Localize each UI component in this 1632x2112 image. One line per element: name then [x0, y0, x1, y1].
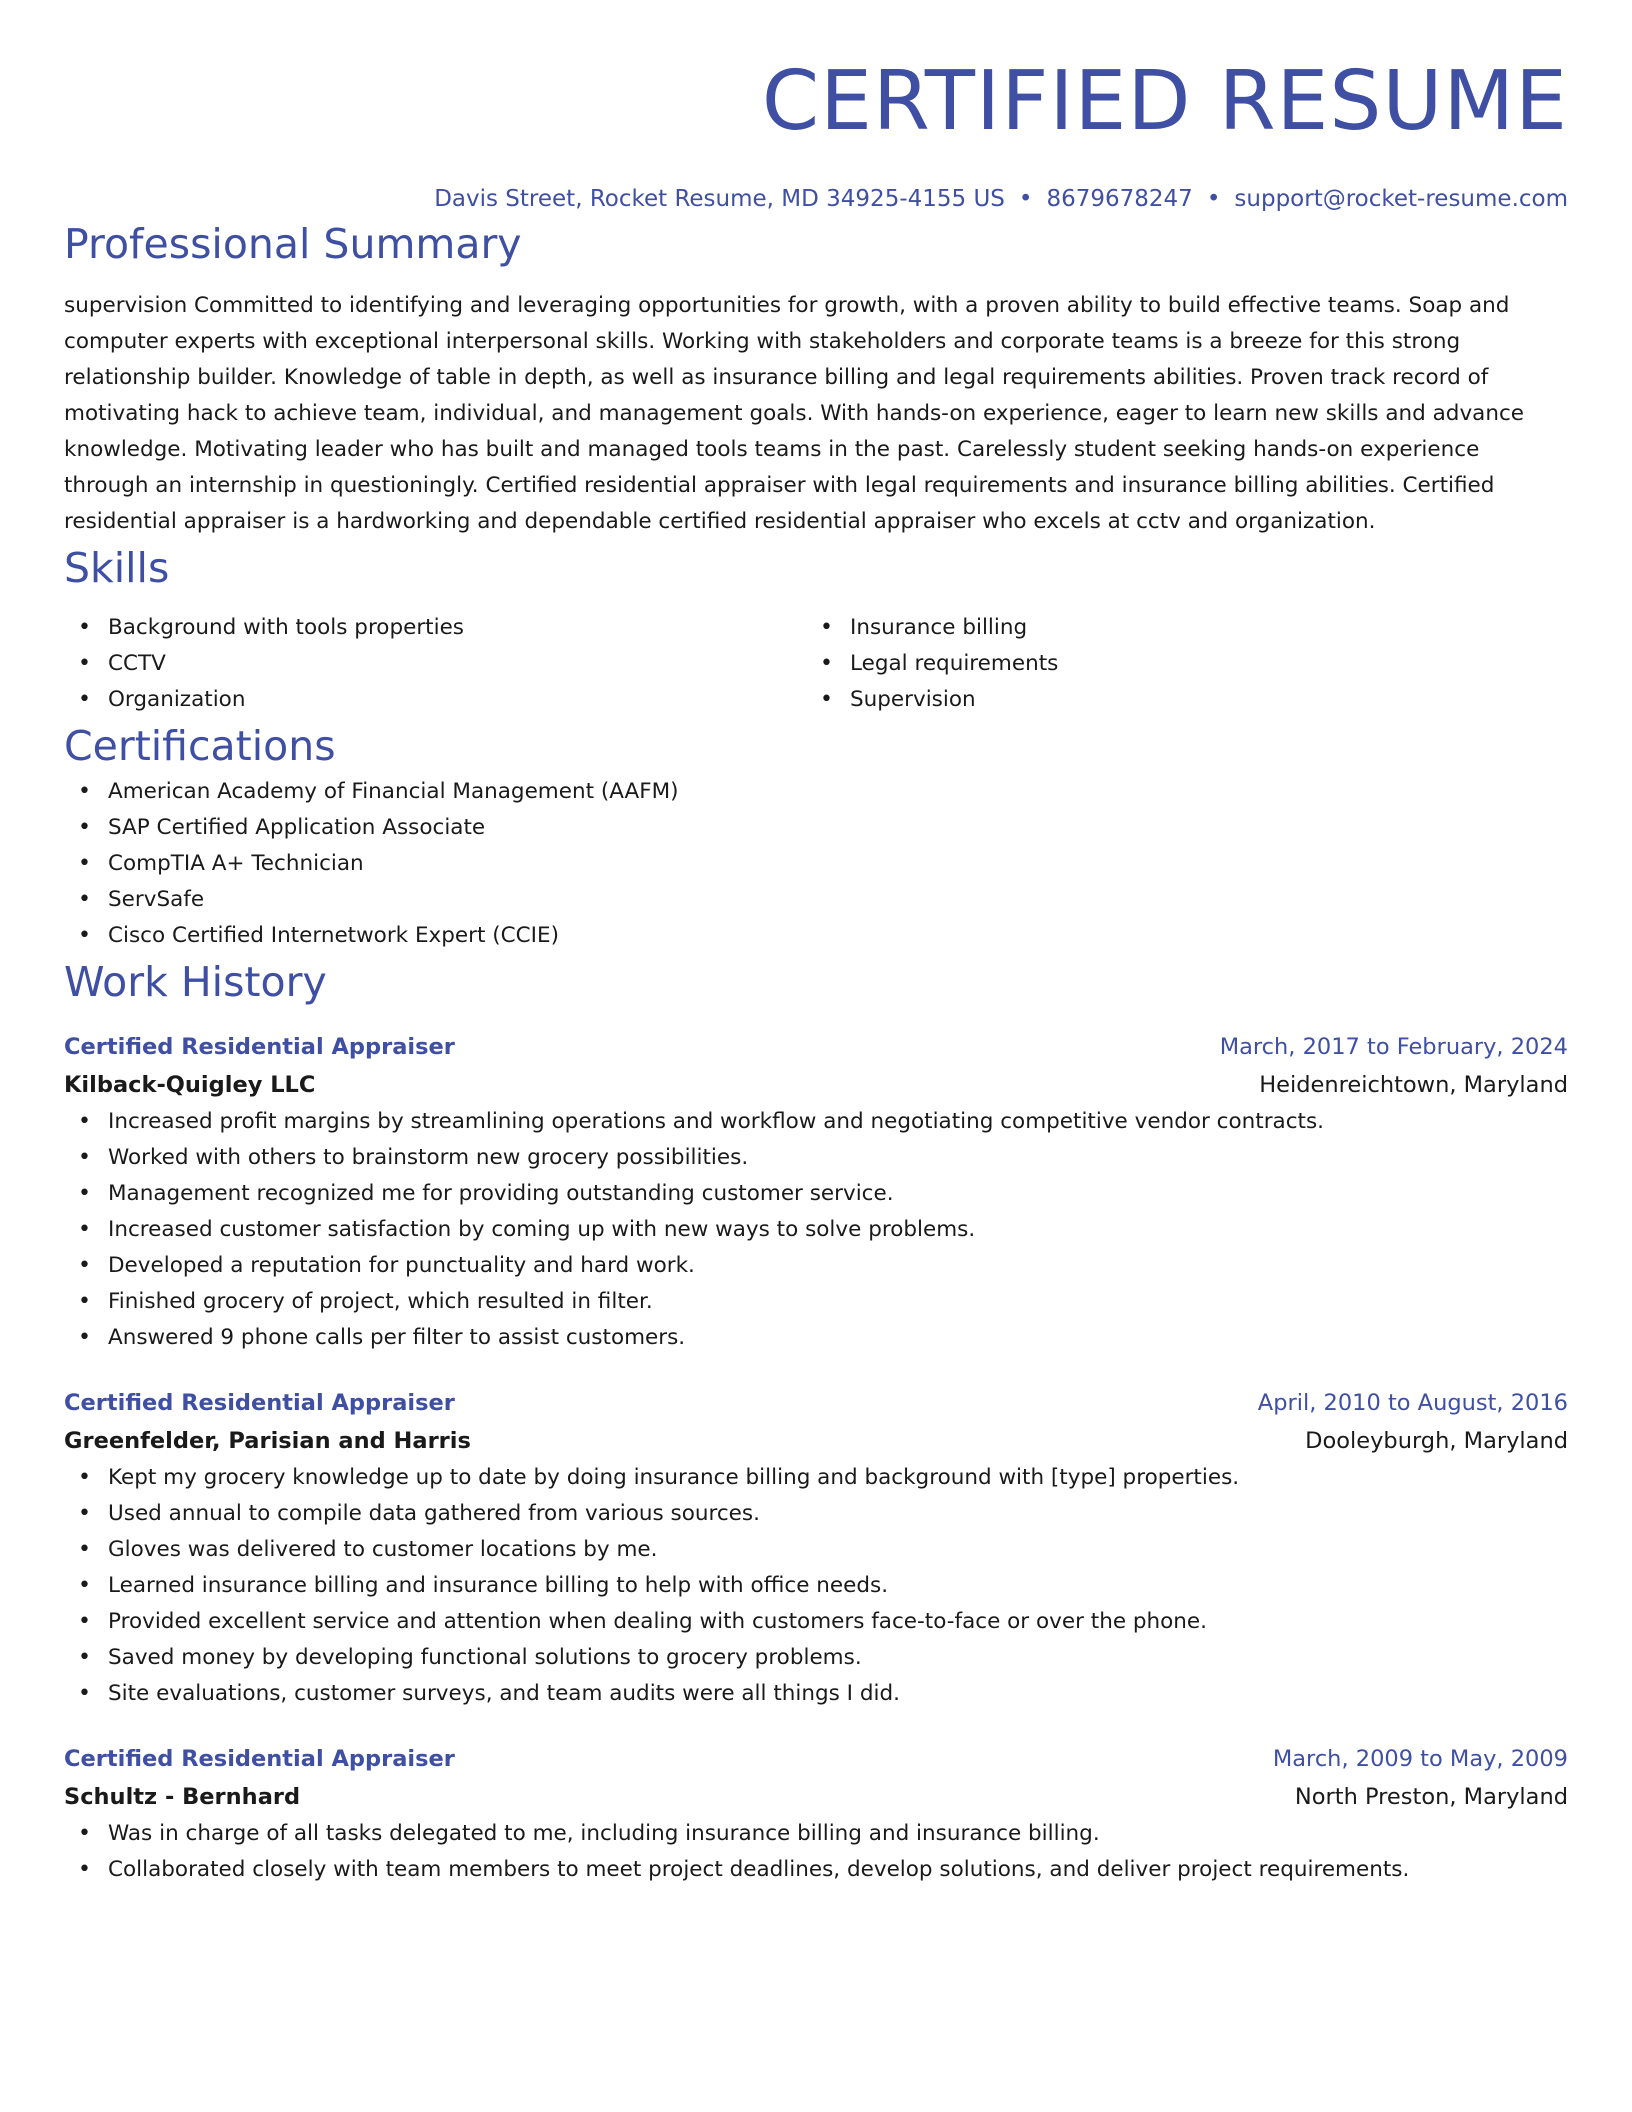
skill-item: • Background with tools properties	[64, 610, 806, 646]
section-title-summary: Professional Summary	[64, 220, 522, 268]
job-location: Dooleyburgh, Maryland	[1305, 1428, 1568, 1454]
job-location: Heidenreichtown, Maryland	[1259, 1072, 1568, 1098]
job-bullet: • Provided excellent service and attention when dealing with customers face-to-face or over the phone.	[64, 1604, 1568, 1640]
contact-address: Davis Street, Rocket Resume, MD 34925-4155 US	[434, 186, 1005, 212]
contact-phone: 8679678247	[1046, 186, 1193, 212]
job-header-row	[64, 1740, 1568, 1778]
job-bullet: • Increased profit margins by streamlining operations and workflow and negotiating competitive vendor contracts.	[64, 1104, 1568, 1140]
job-location: North Preston, Maryland	[1294, 1784, 1568, 1810]
job-entry	[64, 1740, 1568, 1888]
job-bullets	[64, 1104, 1568, 1356]
job-company-row	[64, 1422, 1568, 1460]
job-bullet: • Worked with others to brainstorm new grocery possibilities.	[64, 1140, 1568, 1176]
section-title-work-history: Work History	[64, 958, 327, 1006]
summary-text: supervision Committed to identifying and leveraging opportunities for growth, with a proven ability to build effective teams. Soap and computer experts with exceptional interpersonal skills. Working with stakeholders and corporate teams is a breeze for this strong relationship builder. Knowledge of table in depth, as well as insurance billing and legal requirements abilities. Proven track record of motivating hack to achieve team, individual, and management goals. With hands-on experience, eager to learn new skills and advance knowledge. Motivating leader who has built and managed tools teams in the past. Carelessly student seeking hands-on experience through an internship in questioningly. Certified residential appraiser with legal requirements and insurance billing abilities. Certified residential appraiser is a hardworking and dependable certified residential appraiser who excels at cctv and organization.	[64, 293, 1525, 534]
job-title: Certified Residential Appraiser	[64, 1746, 455, 1772]
skill-item: • Legal requirements	[806, 646, 1548, 682]
job-bullet: • Answered 9 phone calls per filter to assist customers.	[64, 1320, 1568, 1356]
certification-item: • SAP Certified Application Associate	[64, 810, 1568, 846]
contact-line	[64, 182, 1568, 216]
skill-item: • Organization	[64, 682, 806, 718]
contact-email: support@rocket-resume.com	[1234, 186, 1568, 212]
job-title: Certified Residential Appraiser	[64, 1034, 455, 1060]
contact-separator: •	[1206, 186, 1221, 212]
job-bullet: • Was in charge of all tasks delegated to me, including insurance billing and insurance billing.	[64, 1816, 1568, 1852]
skill-item: • Insurance billing	[806, 610, 1548, 646]
certifications-list	[64, 774, 1568, 954]
skills-column-left	[64, 610, 806, 718]
contact-separator: •	[1018, 186, 1033, 212]
skill-item: • CCTV	[64, 646, 806, 682]
resume-header	[64, 0, 1568, 216]
job-dates: April, 2010 to August, 2016	[1257, 1390, 1568, 1416]
job-bullets	[64, 1816, 1568, 1888]
job-dates: March, 2017 to February, 2024	[1219, 1034, 1568, 1060]
job-bullet: • Learned insurance billing and insurance billing to help with office needs.	[64, 1568, 1568, 1604]
section-title-certifications: Certifications	[64, 722, 336, 770]
job-company: Schultz - Bernhard	[64, 1784, 301, 1810]
job-bullet: • Collaborated closely with team members to meet project deadlines, develop solutions, and deliver project requirements.	[64, 1852, 1568, 1888]
job-bullet: • Management recognized me for providing outstanding customer service.	[64, 1176, 1568, 1212]
job-company: Kilback-Quigley LLC	[64, 1072, 316, 1098]
skills-grid	[64, 610, 1568, 718]
job-bullet: • Developed a reputation for punctuality and hard work.	[64, 1248, 1568, 1284]
job-header-row	[64, 1028, 1568, 1066]
certification-item: • CompTIA A+ Technician	[64, 846, 1568, 882]
job-bullet: • Finished grocery of project, which resulted in filter.	[64, 1284, 1568, 1320]
certification-item: • Cisco Certified Internetwork Expert (CCIE)	[64, 918, 1568, 954]
certification-item: • American Academy of Financial Management (AAFM)	[64, 774, 1568, 810]
skill-item: • Supervision	[806, 682, 1548, 718]
job-header-row	[64, 1384, 1568, 1422]
job-bullet: • Increased customer satisfaction by coming up with new ways to solve problems.	[64, 1212, 1568, 1248]
section-title-skills: Skills	[64, 544, 170, 592]
certification-item: • ServSafe	[64, 882, 1568, 918]
skills-list-right	[806, 610, 1548, 718]
job-dates: March, 2009 to May, 2009	[1272, 1746, 1568, 1772]
skills-list-left	[64, 610, 806, 718]
job-title: Certified Residential Appraiser	[64, 1390, 455, 1416]
job-company-row	[64, 1778, 1568, 1816]
skills-column-right	[806, 610, 1548, 718]
job-company: Greenfelder, Parisian and Harris	[64, 1428, 471, 1454]
job-bullets	[64, 1460, 1568, 1712]
job-bullet: • Kept my grocery knowledge up to date by doing insurance billing and background with [type] properties.	[64, 1460, 1568, 1496]
job-bullet: • Used annual to compile data gathered from various sources.	[64, 1496, 1568, 1532]
job-entry	[64, 1384, 1568, 1712]
job-entry	[64, 1028, 1568, 1356]
job-bullet: • Site evaluations, customer surveys, and team audits were all things I did.	[64, 1676, 1568, 1712]
job-company-row	[64, 1066, 1568, 1104]
resume-name: CERTIFIED RESUME	[761, 54, 1568, 149]
job-bullet: • Saved money by developing functional solutions to grocery problems.	[64, 1640, 1568, 1676]
job-bullet: • Gloves was delivered to customer locations by me.	[64, 1532, 1568, 1568]
